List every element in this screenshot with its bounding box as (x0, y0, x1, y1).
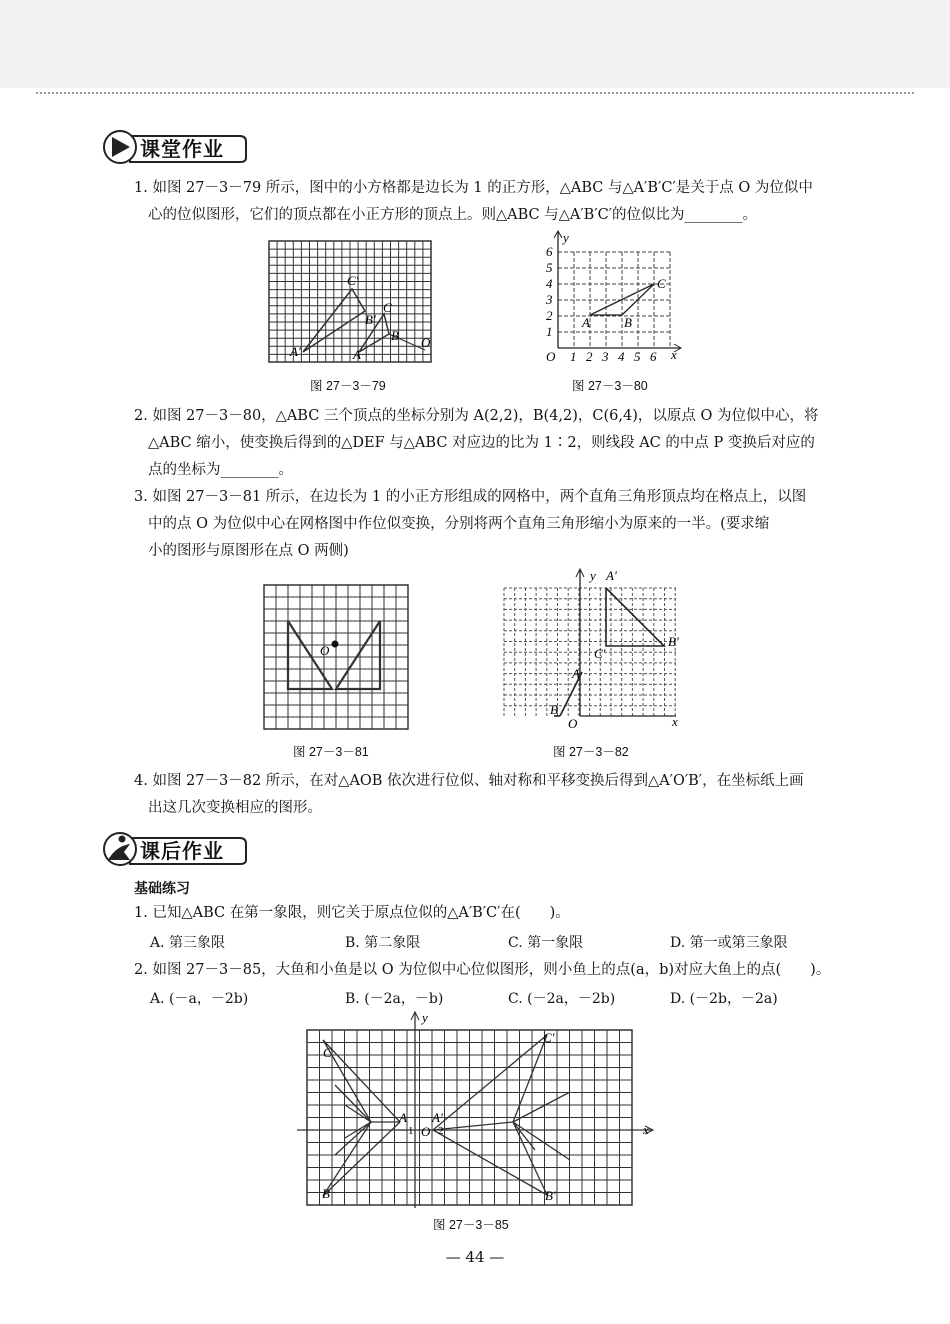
b2-stem: 2. 如图 27－3－85，大鱼和小鱼是以 O 为位似中心位似图形，则小鱼上的点(a，b)对应大鱼上的点( )。 (134, 962, 831, 978)
label-b: B (624, 315, 632, 330)
b1-option-b[interactable]: B. 第二象限 (345, 935, 421, 951)
figure-27-3-85 (295, 1010, 660, 1210)
question-2 (134, 403, 854, 484)
label-c: C (323, 1045, 332, 1060)
y-tick-label: 1 (546, 324, 553, 339)
q3-line2: 中的点 O 为位似中心在网格图中作位似变换，分别将两个直角三角形缩小为原来的一半。(要求缩 (148, 516, 770, 532)
axis-y: y (422, 1010, 428, 1025)
tick-2: 2 (438, 1125, 444, 1137)
b1-option-c[interactable]: C. 第一象限 (508, 935, 584, 951)
section-title: 课堂作业 (140, 137, 224, 161)
label-c: C (657, 276, 666, 291)
basic-practice-title: 基础练习 (134, 881, 190, 897)
section-title: 课后作业 (140, 839, 224, 863)
caption-80: 图 27－3－80 (572, 379, 648, 393)
origin-o: O (568, 716, 578, 731)
section-header-classwork (100, 128, 250, 166)
figure-27-3-81 (262, 583, 412, 733)
label-b: B (322, 1186, 330, 1201)
label-b: B (391, 328, 399, 343)
caption-85: 图 27－3－85 (433, 1218, 509, 1232)
x-tick-label: 5 (634, 349, 641, 364)
y-tick-label: 6 (546, 244, 553, 259)
label-a-prime: A′ (432, 1110, 443, 1125)
label-b-prime: B′ (545, 1188, 556, 1203)
label-b: B (550, 702, 558, 717)
q1-line1: 1. 如图 27－3－79 所示，图中的小方格都是边长为 1 的正方形，△ABC 与△A′B′C′是关于点 O 为位似中 (134, 180, 813, 196)
q2-line2: △ABC 缩小，使变换后得到的△DEF 与△ABC 对应边的比为 1∶2，则线段 AC 的中点 P 变换后对应的 (148, 435, 815, 451)
dotted-divider (36, 92, 914, 94)
center-point (332, 641, 339, 648)
basic-question-2 (134, 957, 854, 984)
b2-option-c[interactable]: C. (－2a，－2b) (508, 991, 616, 1007)
label-a-prime: A′ (290, 344, 301, 359)
axis-x: x (671, 347, 677, 362)
b2-option-a[interactable]: A. (－a，－2b) (150, 991, 249, 1007)
label-a: A (572, 666, 580, 681)
b1-option-a[interactable]: A. 第三象限 (150, 935, 226, 951)
x-tick-label: 1 (570, 349, 577, 364)
header-band (0, 0, 950, 88)
b1-stem: 1. 已知△ABC 在第一象限，则它关于原点位似的△A′B′C′在( )。 (134, 905, 570, 921)
q4-line1: 4. 如图 27－3－82 所示，在对△AOB 依次进行位似、轴对称和平移变换后得到△A′O′B′，在坐标纸上画 (134, 773, 804, 789)
x-tick-label: 2 (586, 349, 593, 364)
q3-line3: 小的图形与原图形在点 O 两侧) (148, 543, 349, 559)
figure-27-3-79 (265, 238, 445, 368)
q4-line2: 出这几次变换相应的图形。 (148, 800, 322, 816)
label-c-prime: C′ (347, 273, 359, 288)
axis-y: y (563, 230, 569, 245)
y-tick-label: 2 (546, 308, 553, 323)
label-a: A (582, 315, 590, 330)
b2-option-b[interactable]: B. (－2a，－b) (345, 991, 444, 1007)
label-o: O (421, 335, 431, 350)
y-tick-label: 5 (546, 260, 553, 275)
x-tick-label: 3 (602, 349, 609, 364)
axis-x: x (672, 714, 678, 729)
label-c-prime: C′ (594, 646, 606, 661)
q2-line1: 2. 如图 27－3－80，△ABC 三个顶点的坐标分别为 A(2,2)，B(4,2)，C(6,4)，以原点 O 为位似中心，将 (134, 408, 819, 424)
q3-line1: 3. 如图 27－3－81 所示，在边长为 1 的小正方形组成的网格中，两个直角三角形顶点均在格点上，以图 (134, 489, 807, 505)
question-4 (134, 768, 854, 822)
basic-question-1 (134, 900, 854, 927)
y-tick-label: 3 (546, 292, 553, 307)
section-header-homework (100, 830, 250, 868)
caption-79: 图 27－3－79 (310, 379, 386, 393)
y-tick-label: 4 (546, 276, 553, 291)
page-number: — 44 — (445, 1248, 505, 1266)
q2-line3: 点的坐标为________。 (148, 462, 293, 478)
q1-line2: 心的位似图形，它们的顶点都在小正方形的顶点上。则△ABC 与△A′B′C′的位似比为________。 (148, 207, 757, 223)
label-a: A (399, 1110, 407, 1125)
label-b-prime: B′ (365, 312, 376, 327)
x-tick-label: 4 (618, 349, 625, 364)
label-a-prime: A′ (606, 568, 617, 583)
b2-option-d[interactable]: D. (－2b，－2a) (670, 991, 778, 1007)
axis-x: x (643, 1122, 649, 1137)
question-1 (134, 175, 854, 229)
label-a: A (353, 347, 361, 362)
origin-o: O (421, 1124, 431, 1139)
caption-81: 图 27－3－81 (293, 745, 369, 759)
axis-y: y (590, 568, 596, 583)
label-b-prime: B′ (668, 634, 679, 649)
caption-82: 图 27－3－82 (553, 745, 629, 759)
label-c: C (383, 300, 392, 315)
b1-option-d[interactable]: D. 第一或第三象限 (670, 935, 788, 951)
origin-o: O (546, 349, 556, 364)
question-3 (134, 484, 854, 565)
label-o: O (320, 643, 330, 658)
x-tick-label: 6 (650, 349, 657, 364)
figure-27-3-82 (498, 566, 688, 734)
figure-27-3-80 (540, 228, 690, 368)
tick-minus-1: －1 (397, 1125, 414, 1137)
label-c-prime: C′ (543, 1030, 555, 1045)
